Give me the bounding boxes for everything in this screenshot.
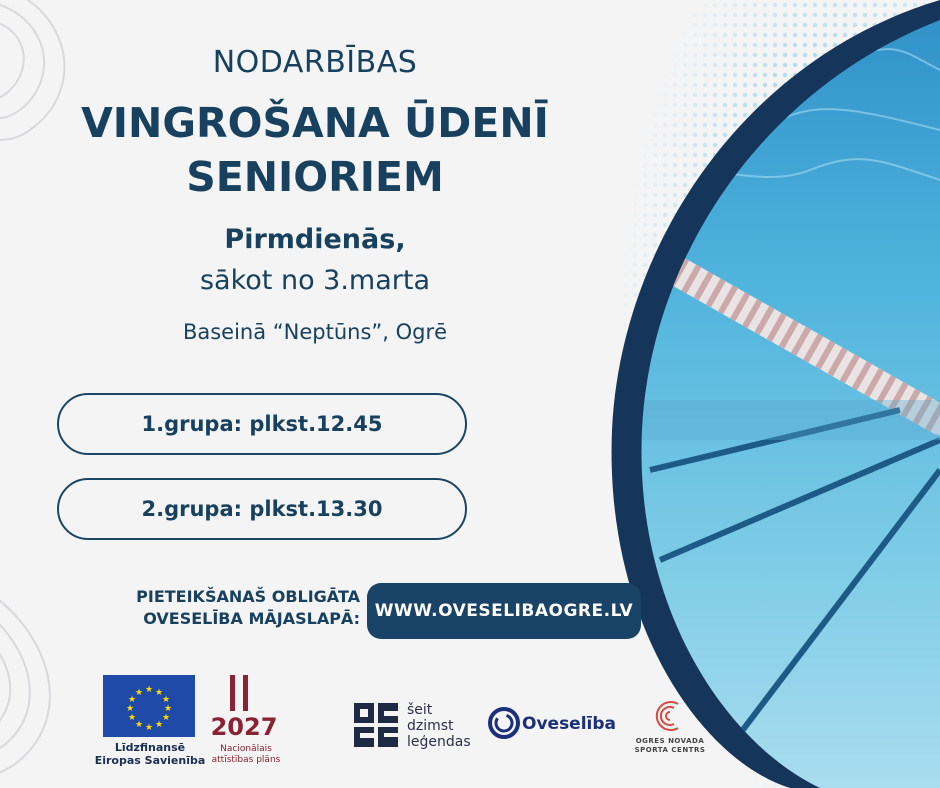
eu-stars-icon bbox=[103, 675, 195, 737]
eu-caption-line-1: Līdzfinansē bbox=[114, 741, 186, 754]
ogre-mark-icon bbox=[354, 703, 400, 749]
website-link-button[interactable]: WWW.OVESELIBAOGRE.LV bbox=[367, 583, 641, 639]
oveseliba-ring-icon bbox=[487, 706, 521, 740]
registration-note bbox=[70, 586, 360, 630]
ogre-slogan bbox=[407, 702, 487, 750]
svg-text:★: ★ bbox=[163, 704, 173, 714]
sports-centre-icon bbox=[650, 698, 686, 734]
svg-text:★: ★ bbox=[154, 688, 164, 698]
svg-text:★: ★ bbox=[125, 704, 135, 714]
oveseliba-logo-text: Oveselība bbox=[522, 714, 617, 734]
svg-text:★: ★ bbox=[134, 720, 144, 730]
sports-centre-caption bbox=[624, 737, 716, 755]
npa-year: 2027 bbox=[210, 713, 278, 741]
title-line-1: VINGROŠANA ŪDENĪ bbox=[81, 99, 549, 147]
venue-text: Baseinā “Neptūns”, Ogrē bbox=[182, 320, 448, 344]
svg-text:★: ★ bbox=[161, 713, 171, 723]
group-2-time: 2.grupa: plkst.13.30 bbox=[57, 478, 467, 540]
eu-caption bbox=[88, 741, 212, 767]
svg-text:★: ★ bbox=[161, 695, 171, 705]
eu-caption-line-2: Eiropas Savienība bbox=[94, 754, 206, 767]
day-text: Pirmdienās, bbox=[224, 224, 406, 255]
svg-text:★: ★ bbox=[127, 695, 137, 705]
svg-text:★: ★ bbox=[134, 688, 144, 698]
ogre-slogan-line-1: šeit bbox=[407, 702, 433, 718]
registration-note-line-2: OVESELĪBA MĀJASLAPĀ: bbox=[143, 609, 360, 628]
npa-caption-line-1: Nacionālais bbox=[220, 744, 272, 754]
npa-bars-icon bbox=[226, 675, 256, 713]
svg-text:★: ★ bbox=[144, 685, 154, 695]
svg-text:★: ★ bbox=[154, 720, 164, 730]
svg-text:★: ★ bbox=[144, 723, 154, 733]
ogre-slogan-line-2: dzimst bbox=[407, 718, 454, 734]
ogre-slogan-line-3: leģendas bbox=[407, 734, 471, 750]
title-line-2: SENIORIEM bbox=[186, 153, 444, 201]
eu-flag-logo bbox=[103, 675, 195, 737]
npa-caption bbox=[206, 744, 286, 766]
registration-note-line-1: PIETEIKŠANAŠ OBLIGĀTA bbox=[136, 587, 360, 606]
group-1-time: 1.grupa: plkst.12.45 bbox=[57, 393, 467, 455]
page-title bbox=[40, 96, 590, 204]
svg-text:★: ★ bbox=[127, 713, 137, 723]
sports-centre-line-1: OGRES NOVADA bbox=[635, 737, 705, 745]
start-date-text: sākot no 3.marta bbox=[199, 265, 431, 296]
sports-centre-line-2: SPORTA CENTRS bbox=[634, 746, 706, 754]
npa-caption-line-2: attīstības plāns bbox=[211, 755, 281, 765]
kicker-text: NODARBĪBAS bbox=[212, 45, 418, 80]
